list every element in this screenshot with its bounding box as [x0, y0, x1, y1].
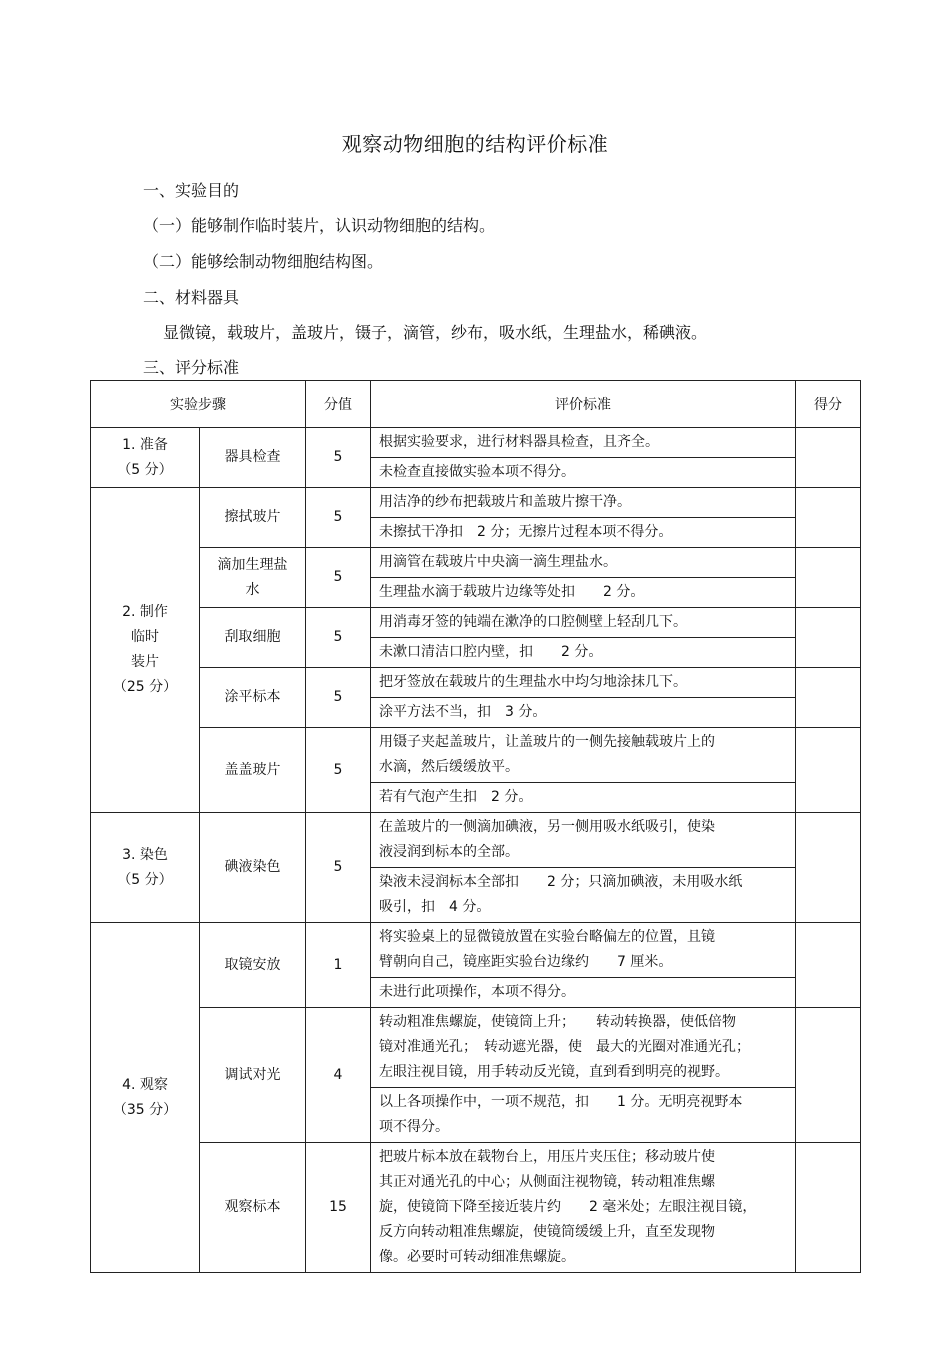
criteria-cell — [371, 548, 796, 578]
sub-step-label: 涂平标本 — [224, 689, 281, 705]
score-cell: 5 — [306, 548, 371, 608]
criteria-cell — [371, 488, 796, 518]
criteria-cell — [371, 428, 796, 458]
purpose-item-2: （二）能够绘制动物细胞结构图。 — [143, 252, 384, 271]
got-score-cell — [796, 668, 861, 728]
step-group-cell — [91, 923, 200, 1273]
step-group-label: （35 分） — [112, 1101, 178, 1118]
step-group-label: 3. 染色 — [122, 846, 168, 863]
got-score-cell — [796, 548, 861, 608]
criteria-cell — [371, 608, 796, 638]
materials-list: 显微镜，载玻片，盖玻片，镊子，滴管，纱布，吸水纸，生理盐水，稀碘液。 — [163, 323, 708, 342]
table-row — [91, 1143, 861, 1273]
score-cell: 5 — [306, 813, 371, 923]
criteria-line: 吸引，扣 4 分。 — [379, 899, 491, 915]
header-criteria: 评价标准 — [371, 381, 796, 428]
sub-step-label: 擦拭玻片 — [224, 509, 281, 525]
header-score: 分值 — [306, 381, 371, 428]
step-group-label: 2. 制作 — [122, 604, 168, 620]
sub-step-label: 观察标本 — [224, 1199, 281, 1215]
step-group-label: （25 分） — [112, 679, 178, 695]
criteria-cell — [371, 698, 796, 728]
criteria-line: 染液未浸润标本全部扣 2 分；只滴加碘液，未用吸水纸 — [379, 874, 743, 890]
score-cell: 5 — [306, 728, 371, 813]
criteria-cell — [371, 638, 796, 668]
criteria-line: 臂朝向自己，镜座距实验台边缘约 7 厘米。 — [379, 954, 673, 970]
sub-step-label: 碘液染色 — [224, 859, 281, 875]
criteria-line: 以上各项操作中，一项不规范，扣 1 分。无明亮视野本 — [379, 1094, 743, 1110]
got-score-cell — [796, 1143, 861, 1273]
step-group-label: （5 分） — [117, 461, 173, 478]
sub-step-cell — [200, 488, 306, 548]
criteria-line: 用洁净的纱布把载玻片和盖玻片擦干净。 — [379, 494, 631, 510]
criteria-line: 镜对准通光孔； 转动遮光器，使 最大的光圈对准通光孔； — [379, 1039, 750, 1055]
got-score-cell — [796, 1008, 861, 1143]
score-cell: 5 — [306, 608, 371, 668]
got-score-cell — [796, 608, 861, 668]
section-heading-scoring: 三、评分标准 — [143, 358, 240, 377]
sub-step-label: 器具检查 — [224, 449, 281, 465]
criteria-cell — [371, 813, 796, 868]
table-row — [91, 668, 861, 698]
criteria-line: 若有气泡产生扣 2 分。 — [379, 789, 533, 805]
criteria-cell — [371, 518, 796, 548]
scoring-table — [90, 380, 861, 1273]
table-row — [91, 813, 861, 868]
step-group-label: 临时 — [131, 629, 159, 645]
score-cell: 15 — [306, 1143, 371, 1273]
criteria-line: 用镊子夹起盖玻片，让盖玻片的一侧先接触载玻片上的 — [379, 734, 715, 750]
table-header-row — [91, 381, 861, 428]
table-row — [91, 488, 861, 518]
score-cell: 1 — [306, 923, 371, 1008]
purpose-item-1: （一）能够制作临时装片，认识动物细胞的结构。 — [143, 216, 496, 235]
criteria-line: 项不得分。 — [379, 1119, 449, 1135]
sub-step-cell — [200, 668, 306, 728]
got-score-cell — [796, 488, 861, 548]
table-row — [91, 428, 861, 458]
criteria-line: 未漱口清洁口腔内壁，扣 2 分。 — [379, 644, 603, 660]
criteria-cell — [371, 728, 796, 783]
criteria-line: 未检查直接做实验本项不得分。 — [379, 464, 575, 480]
sub-step-cell — [200, 1143, 306, 1273]
got-score-cell — [796, 813, 861, 923]
criteria-line: 左眼注视目镜，用手转动反光镜，直到看到明亮的视野。 — [379, 1064, 729, 1080]
criteria-cell — [371, 978, 796, 1008]
step-group-label: 1. 准备 — [122, 436, 168, 453]
table-row — [91, 1008, 861, 1088]
header-step: 实验步骤 — [91, 381, 306, 428]
criteria-cell — [371, 783, 796, 813]
criteria-line: 液浸润到标本的全部。 — [379, 844, 519, 860]
table-row — [91, 923, 861, 978]
score-cell: 5 — [306, 428, 371, 488]
criteria-line: 未进行此项操作，本项不得分。 — [379, 984, 575, 1000]
step-group-cell — [91, 813, 200, 923]
criteria-line: 水滴，然后缓缓放平。 — [379, 759, 519, 775]
criteria-line: 涂平方法不当，扣 3 分。 — [379, 704, 547, 720]
criteria-line: 将实验桌上的显微镜放置在实验台略偏左的位置，且镜 — [379, 929, 715, 945]
criteria-cell — [371, 578, 796, 608]
sub-step-label: 调试对光 — [224, 1066, 281, 1083]
sub-step-cell — [200, 428, 306, 488]
sub-step-label: 取镜安放 — [224, 956, 281, 973]
criteria-cell — [371, 668, 796, 698]
sub-step-label: 刮取细胞 — [224, 629, 281, 645]
criteria-line: 转动粗准焦螺旋，使镜筒上升； 转动转换器，使低倍物 — [379, 1014, 736, 1030]
criteria-line: 把牙签放在载玻片的生理盐水中均匀地涂抹几下。 — [379, 674, 687, 690]
sub-step-cell — [200, 548, 306, 608]
page-title: 观察动物细胞的结构评价标准 — [341, 132, 609, 156]
step-group-label: 装片 — [131, 654, 159, 670]
section-heading-purpose: 一、实验目的 — [143, 181, 240, 200]
criteria-cell — [371, 1008, 796, 1088]
step-group-label: 4. 观察 — [122, 1076, 168, 1093]
sub-step-label: 滴加生理盐 — [217, 556, 288, 573]
criteria-cell — [371, 458, 796, 488]
sub-step-cell — [200, 608, 306, 668]
sub-step-cell — [200, 1008, 306, 1143]
criteria-line: 在盖玻片的一侧滴加碘液，另一侧用吸水纸吸引，使染 — [379, 819, 715, 835]
sub-step-cell — [200, 923, 306, 1008]
step-group-label: （5 分） — [117, 871, 173, 888]
criteria-cell — [371, 1143, 796, 1273]
sub-step-label: 盖盖玻片 — [224, 761, 281, 778]
header-got: 得分 — [796, 381, 861, 428]
criteria-line: 根据实验要求，进行材料器具检查，且齐全。 — [379, 434, 659, 450]
score-cell: 5 — [306, 668, 371, 728]
section-heading-materials: 二、材料器具 — [143, 288, 240, 307]
table-row — [91, 548, 861, 578]
table-row — [91, 608, 861, 638]
criteria-line: 用滴管在载玻片中央滴一滴生理盐水。 — [379, 554, 617, 570]
table-row — [91, 728, 861, 783]
score-cell: 5 — [306, 488, 371, 548]
got-score-cell — [796, 728, 861, 813]
criteria-line: 旋，使镜筒下降至接近装片约 2 毫米处；左眼注视目镜， — [379, 1199, 757, 1215]
sub-step-label: 水 — [245, 581, 260, 598]
sub-step-cell — [200, 813, 306, 923]
criteria-line: 把玻片标本放在载物台上，用压片夹压住；移动玻片使 — [379, 1149, 715, 1165]
criteria-line: 反方向转动粗准焦螺旋，使镜筒缓缓上升，直至发现物 — [379, 1224, 715, 1240]
criteria-line: 用消毒牙签的钝端在漱净的口腔侧壁上轻刮几下。 — [379, 614, 687, 630]
got-score-cell — [796, 428, 861, 488]
step-group-cell — [91, 428, 200, 488]
sub-step-cell — [200, 728, 306, 813]
criteria-line: 其正对通光孔的中心；从侧面注视物镜，转动粗准焦螺 — [379, 1174, 715, 1190]
criteria-line: 像。必要时可转动细准焦螺旋。 — [379, 1249, 575, 1265]
criteria-line: 未擦拭干净扣 2 分；无擦片过程本项不得分。 — [379, 524, 673, 540]
criteria-cell — [371, 923, 796, 978]
criteria-line: 生理盐水滴于载玻片边缘等处扣 2 分。 — [379, 584, 645, 600]
got-score-cell — [796, 923, 861, 1008]
score-cell: 4 — [306, 1008, 371, 1143]
criteria-cell — [371, 1088, 796, 1143]
criteria-cell — [371, 868, 796, 923]
step-group-cell — [91, 488, 200, 813]
